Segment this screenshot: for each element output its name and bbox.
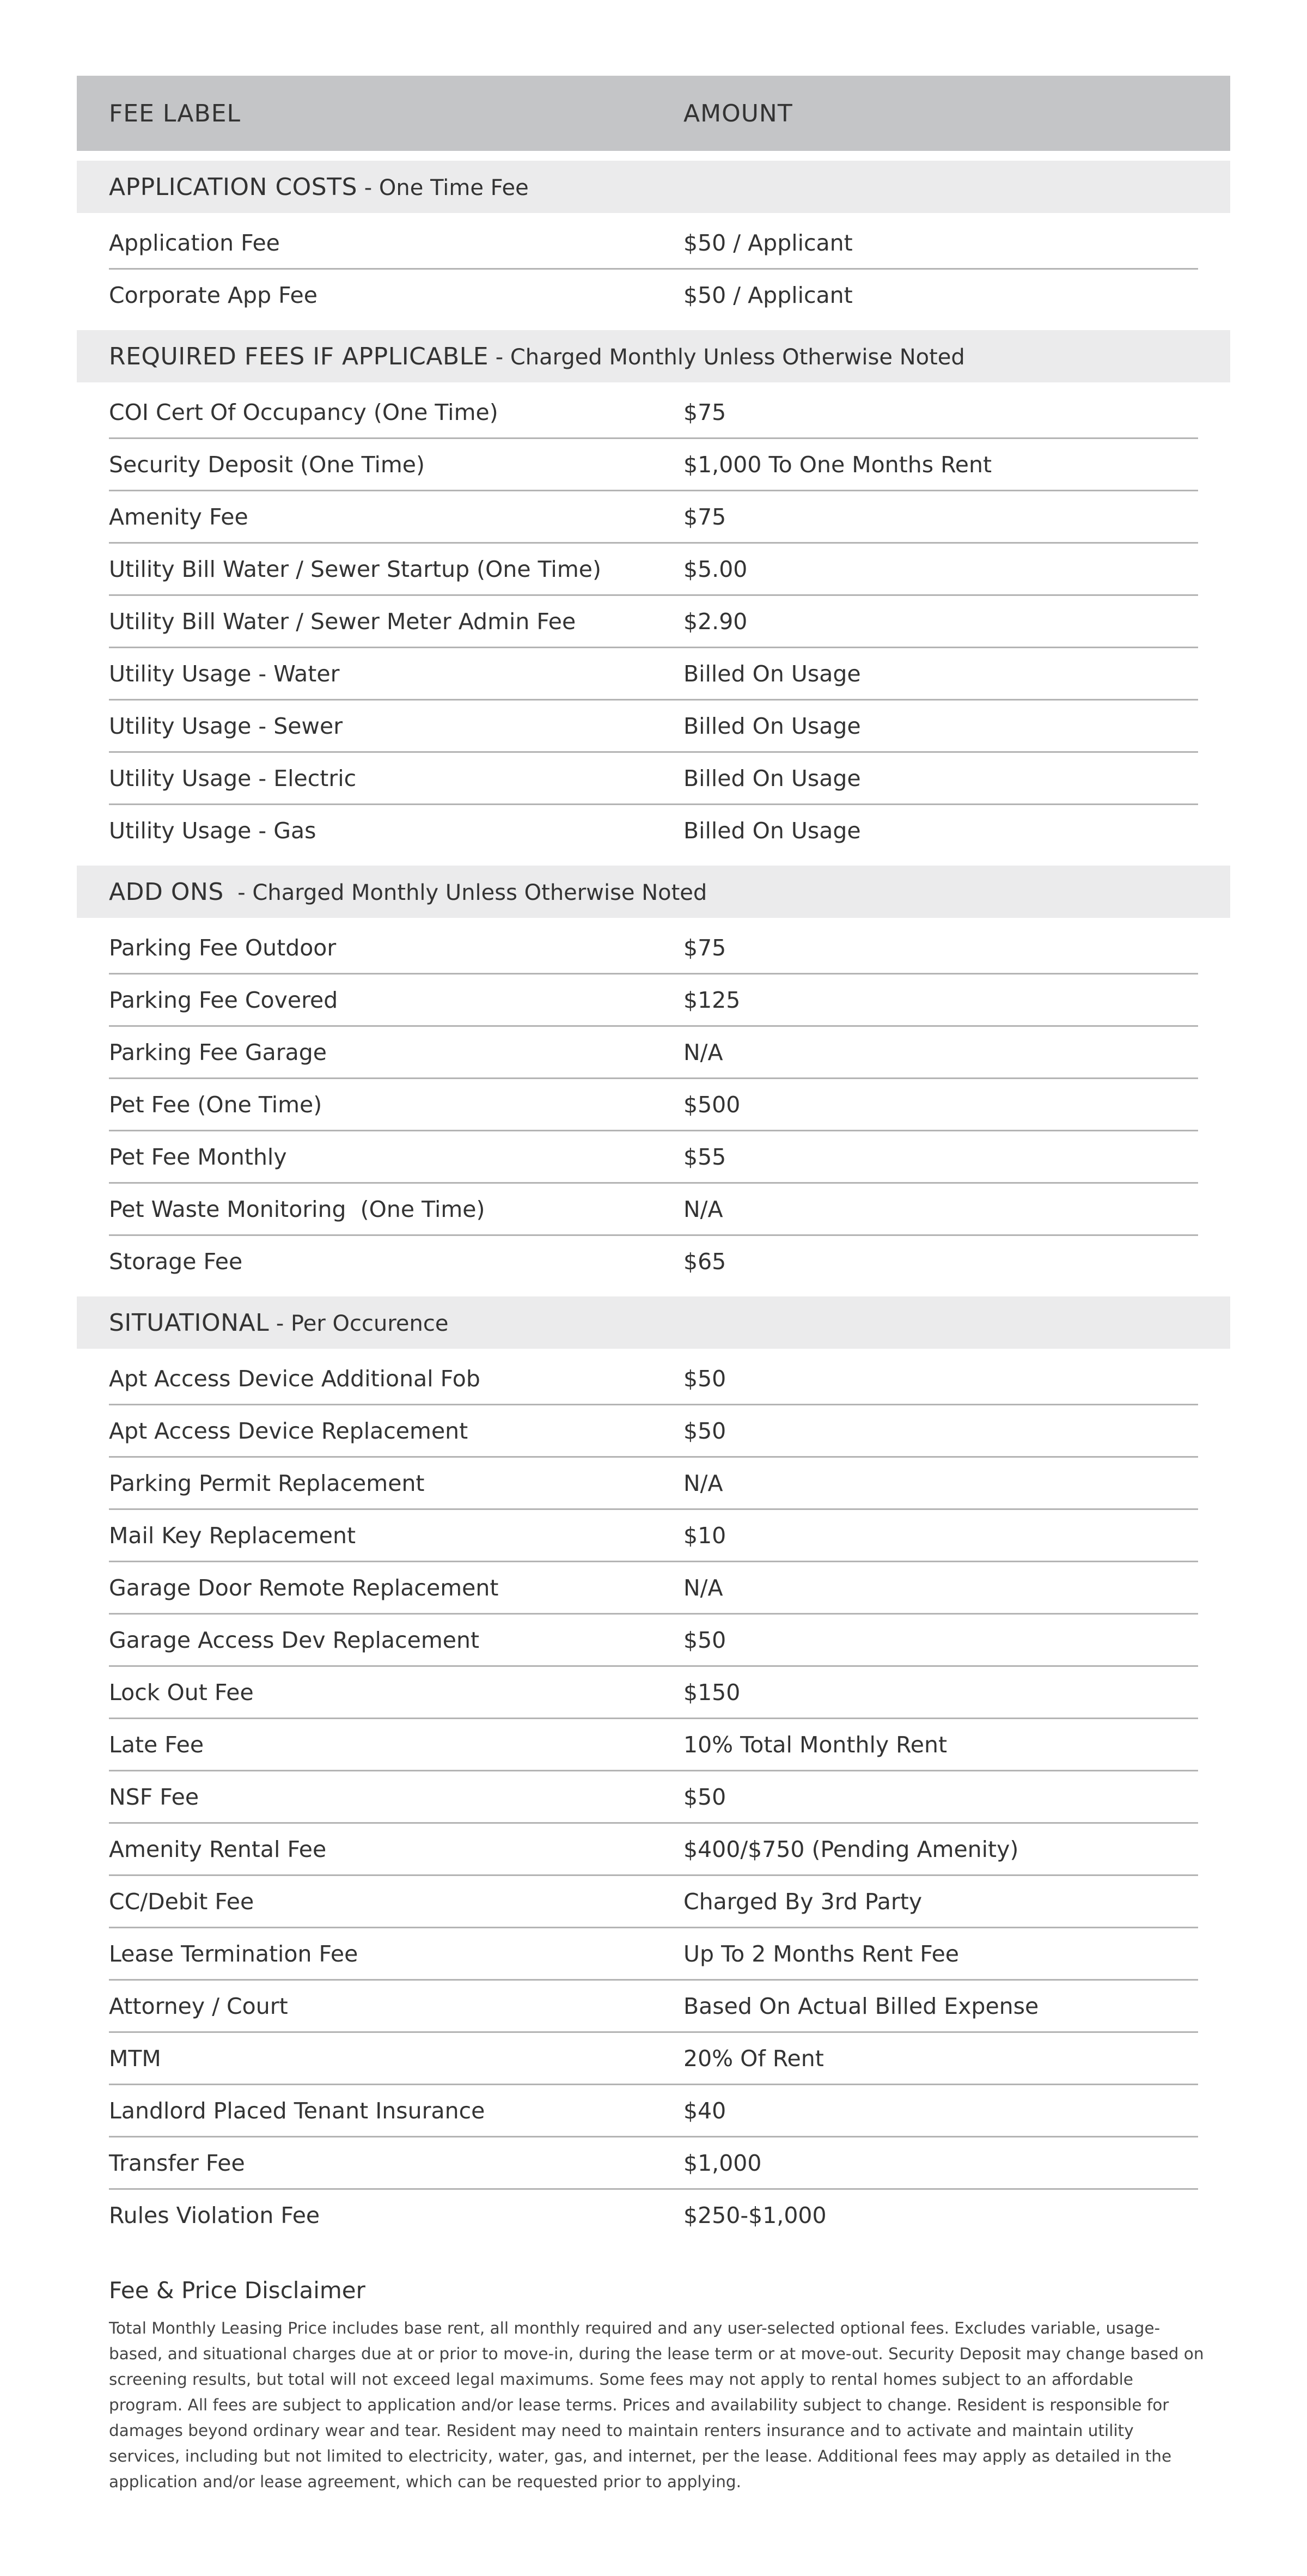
fee-amount-cell: $400/$750 (Pending Amenity) bbox=[683, 1836, 1019, 1862]
table-row bbox=[109, 648, 1198, 701]
section-header bbox=[77, 1296, 1230, 1349]
table-row bbox=[109, 1405, 1198, 1458]
table-row bbox=[109, 922, 1198, 975]
table-header bbox=[77, 76, 1230, 151]
fee-amount-cell: $75 bbox=[683, 934, 726, 961]
fee-label-cell: Pet Fee Monthly bbox=[109, 1143, 287, 1170]
table-row bbox=[109, 1615, 1198, 1667]
fee-label-cell: Application Fee bbox=[109, 229, 280, 256]
fee-sections bbox=[77, 161, 1230, 2240]
section-subtitle: - Charged Monthly Unless Otherwise Noted bbox=[223, 880, 707, 905]
table-row bbox=[109, 1510, 1198, 1562]
section-subtitle: - Charged Monthly Unless Otherwise Noted bbox=[488, 344, 965, 370]
table-row bbox=[109, 1079, 1198, 1131]
section-title-wrapper bbox=[109, 878, 707, 906]
fee-amount-cell: $50 / Applicant bbox=[683, 229, 853, 256]
fee-label-cell: Apt Access Device Additional Fob bbox=[109, 1365, 480, 1392]
fee-label-cell: Lease Termination Fee bbox=[109, 1940, 358, 1967]
fee-amount-cell: Up To 2 Months Rent Fee bbox=[683, 1940, 960, 1967]
fee-amount-cell: $50 / Applicant bbox=[683, 282, 853, 308]
fee-label-cell: Parking Fee Outdoor bbox=[109, 934, 337, 961]
table-row bbox=[109, 1667, 1198, 1719]
fee-label-cell: NSF Fee bbox=[109, 1783, 199, 1810]
table-row bbox=[109, 491, 1198, 544]
fee-label-cell: Parking Fee Covered bbox=[109, 986, 338, 1013]
fee-amount-cell: $250-$1,000 bbox=[683, 2202, 827, 2228]
fee-amount-cell: Billed On Usage bbox=[683, 660, 861, 687]
section-rows bbox=[77, 922, 1230, 1287]
fee-label-cell: Amenity Fee bbox=[109, 503, 248, 530]
fee-label-cell: Lock Out Fee bbox=[109, 1679, 254, 1706]
fee-label-cell: Utility Usage - Water bbox=[109, 660, 340, 687]
fee-amount-cell: $2.90 bbox=[683, 608, 748, 635]
fee-amount-cell: N/A bbox=[683, 1039, 723, 1065]
table-row bbox=[109, 1458, 1198, 1510]
fee-label-cell: Utility Usage - Sewer bbox=[109, 712, 343, 739]
table-row bbox=[109, 2085, 1198, 2137]
table-row bbox=[109, 544, 1198, 596]
fee-label-cell: Parking Fee Garage bbox=[109, 1039, 327, 1065]
fee-label-cell: Utility Bill Water / Sewer Startup (One Time) bbox=[109, 556, 601, 582]
section-subtitle: - Per Occurence bbox=[269, 1311, 449, 1336]
fee-amount-cell: $5.00 bbox=[683, 556, 748, 582]
fee-label-cell: Attorney / Court bbox=[109, 1993, 288, 2019]
table-row bbox=[109, 975, 1198, 1027]
fee-amount-cell: $50 bbox=[683, 1365, 726, 1392]
table-row bbox=[109, 439, 1198, 491]
table-row bbox=[109, 1981, 1198, 2033]
fee-amount-cell: 10% Total Monthly Rent bbox=[683, 1731, 948, 1758]
fee-label-cell: Late Fee bbox=[109, 1731, 204, 1758]
section-header bbox=[77, 330, 1230, 382]
fee-amount-cell: Based On Actual Billed Expense bbox=[683, 1993, 1039, 2019]
table-row bbox=[109, 805, 1198, 856]
table-row bbox=[109, 2033, 1198, 2085]
fee-label-cell: Amenity Rental Fee bbox=[109, 1836, 327, 1862]
table-row bbox=[109, 1353, 1198, 1405]
fee-amount-cell: N/A bbox=[683, 1574, 723, 1601]
fee-label-cell: Mail Key Replacement bbox=[109, 1522, 356, 1549]
fee-amount-cell: Charged By 3rd Party bbox=[683, 1888, 923, 1915]
fee-label-cell: Corporate App Fee bbox=[109, 282, 317, 308]
table-row bbox=[109, 1928, 1198, 1981]
fee-label-cell: Garage Door Remote Replacement bbox=[109, 1574, 499, 1601]
section-header bbox=[77, 161, 1230, 213]
table-row bbox=[109, 1824, 1198, 1876]
fee-label-cell: Utility Usage - Electric bbox=[109, 765, 357, 791]
fee-amount-cell: $40 bbox=[683, 2097, 726, 2124]
fee-amount-cell: $75 bbox=[683, 399, 726, 425]
fee-label-cell: CC/Debit Fee bbox=[109, 1888, 254, 1915]
fee-amount-cell: $500 bbox=[683, 1091, 741, 1118]
section-title: APPLICATION COSTS bbox=[109, 173, 358, 201]
table-row bbox=[109, 2190, 1198, 2240]
fee-amount-cell: $50 bbox=[683, 1783, 726, 1810]
section-title-wrapper bbox=[109, 343, 965, 370]
fee-amount-cell: $75 bbox=[683, 503, 726, 530]
fee-amount-cell: $50 bbox=[683, 1627, 726, 1653]
fee-table bbox=[77, 76, 1230, 2240]
table-row bbox=[109, 596, 1198, 648]
disclaimer-body: Total Monthly Leasing Price includes base rent, all monthly required and any user-selected optional fees. Excludes variable, usage-based, and situational charges due at or prior to move-in, during the lease term or at move-out. Security Deposit may change based on screening results, but total will not exceed legal maximums. Some fees may not apply to rental homes subject to an affordable program. All fees are subject to application and/or lease terms. Prices and availability subject to change. Resident is responsible for damages beyond ordinary wear and tear. Resident may need to maintain renters insurance and to activate and maintain utility services, including but not limited to electricity, water, gas, and internet, per the lease. Additional fees may apply as detailed in the application and/or lease agreement, which can be requested prior to applying. bbox=[109, 2319, 1204, 2491]
section-title-wrapper bbox=[109, 173, 529, 201]
fee-label-cell: Apt Access Device Replacement bbox=[109, 1417, 468, 1444]
section-title: SITUATIONAL bbox=[109, 1308, 270, 1337]
fee-label-cell: Parking Permit Replacement bbox=[109, 1470, 425, 1496]
fee-label-cell: Utility Usage - Gas bbox=[109, 817, 316, 844]
fee-amount-cell: $150 bbox=[683, 1679, 741, 1706]
fee-label-cell: Rules Violation Fee bbox=[109, 2202, 320, 2228]
fee-label-cell: Pet Waste Monitoring (One Time) bbox=[109, 1196, 485, 1222]
fee-label-cell: COI Cert Of Occupancy (One Time) bbox=[109, 399, 498, 425]
fee-amount-cell: N/A bbox=[683, 1196, 723, 1222]
column-header-amount: AMOUNT bbox=[683, 99, 793, 127]
fee-label-cell: Garage Access Dev Replacement bbox=[109, 1627, 480, 1653]
table-row bbox=[109, 1562, 1198, 1615]
fee-amount-cell: $55 bbox=[683, 1143, 726, 1170]
table-row bbox=[109, 2137, 1198, 2190]
table-row bbox=[109, 1131, 1198, 1184]
section-title-wrapper bbox=[109, 1309, 448, 1337]
table-row bbox=[109, 1876, 1198, 1928]
fee-label-cell: Utility Bill Water / Sewer Meter Admin Fee bbox=[109, 608, 576, 635]
fee-amount-cell: $50 bbox=[683, 1417, 726, 1444]
table-row bbox=[109, 387, 1198, 439]
table-row bbox=[109, 753, 1198, 805]
table-row bbox=[109, 270, 1198, 320]
fee-amount-cell: Billed On Usage bbox=[683, 765, 861, 791]
section-rows bbox=[77, 387, 1230, 856]
fee-label-cell: Transfer Fee bbox=[109, 2149, 245, 2176]
fee-amount-cell: Billed On Usage bbox=[683, 712, 861, 739]
fee-amount-cell: Billed On Usage bbox=[683, 817, 861, 844]
fee-amount-cell: $1,000 bbox=[683, 2149, 762, 2176]
section-title: ADD ONS bbox=[109, 878, 224, 906]
column-header-fee-label: FEE LABEL bbox=[109, 99, 241, 127]
fee-label-cell: Security Deposit (One Time) bbox=[109, 451, 425, 478]
table-row bbox=[109, 1184, 1198, 1236]
fee-amount-cell: $125 bbox=[683, 986, 741, 1013]
table-row bbox=[109, 701, 1198, 753]
fee-label-cell: Landlord Placed Tenant Insurance bbox=[109, 2097, 485, 2124]
fee-amount-cell: $1,000 To One Months Rent bbox=[683, 451, 992, 478]
disclaimer-title: Fee & Price Disclaimer bbox=[109, 2277, 365, 2304]
table-row bbox=[109, 217, 1198, 270]
fee-amount-cell: $65 bbox=[683, 1248, 726, 1275]
fee-amount-cell: $10 bbox=[683, 1522, 726, 1549]
table-row bbox=[109, 1236, 1198, 1287]
section-rows bbox=[77, 217, 1230, 320]
table-row bbox=[109, 1027, 1198, 1079]
fee-amount-cell: N/A bbox=[683, 1470, 723, 1496]
table-row bbox=[109, 1771, 1198, 1824]
fee-label-cell: MTM bbox=[109, 2045, 161, 2072]
fee-label-cell: Pet Fee (One Time) bbox=[109, 1091, 322, 1118]
section-rows bbox=[77, 1353, 1230, 2240]
fee-amount-cell: 20% Of Rent bbox=[683, 2045, 824, 2072]
fee-label-cell: Storage Fee bbox=[109, 1248, 243, 1275]
section-header bbox=[77, 866, 1230, 918]
table-row bbox=[109, 1719, 1198, 1771]
section-subtitle: - One Time Fee bbox=[357, 175, 529, 200]
disclaimer bbox=[109, 2277, 1209, 2495]
section-title: REQUIRED FEES IF APPLICABLE bbox=[109, 342, 489, 370]
